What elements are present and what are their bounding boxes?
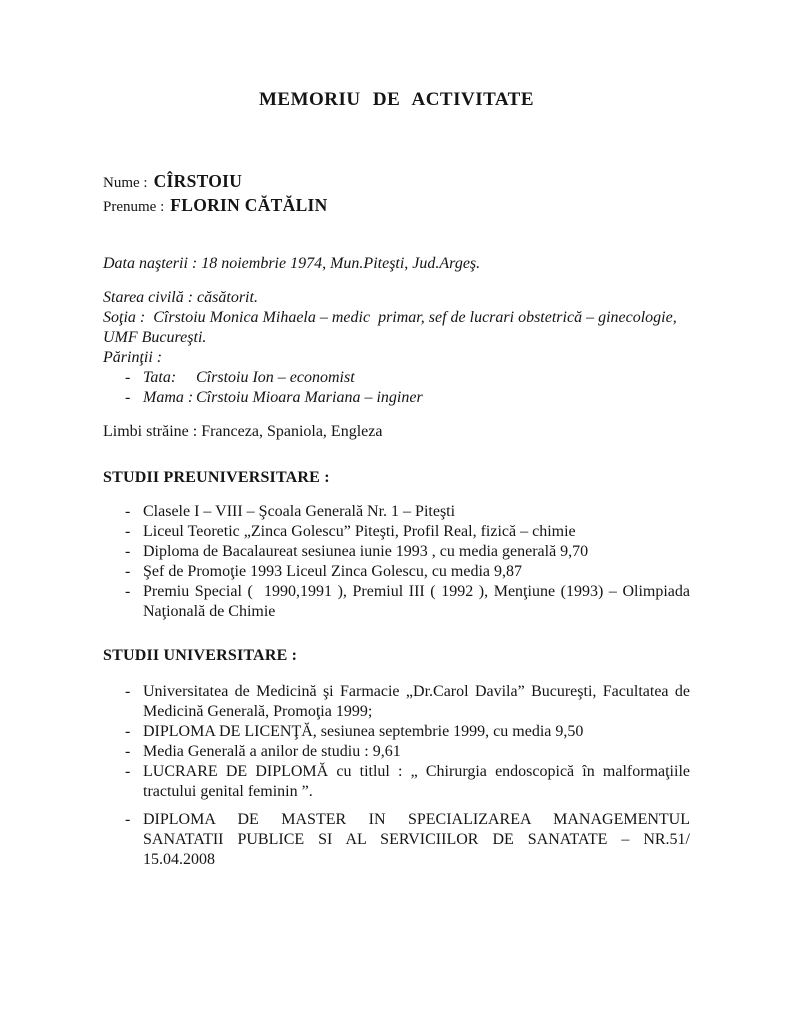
mother-value: Cîrstoiu Mioara Mariana – inginer (196, 389, 423, 406)
dash-bullet: - (125, 723, 131, 740)
birth-date-line: Data naşterii : 18 noiembrie 1974, Mun.Piteşti, Jud.Argeş. (103, 255, 481, 272)
item-line: Media Generală a anilor de studiu : 9,61 (143, 743, 401, 760)
firstname-row (103, 194, 690, 218)
dash-bullet: - (125, 743, 131, 760)
dash-bullet: - (125, 523, 131, 540)
item-line: SANATATII PUBLICE SI AL SERVICIILOR DE SANATATE – NR.51/ (143, 831, 690, 848)
list-item (103, 562, 690, 582)
name-value: CÎRSTOIU (153, 171, 243, 191)
father-value: Cîrstoiu Ion – economist (196, 369, 355, 386)
identity-block (103, 170, 690, 218)
list-item (103, 682, 690, 722)
spouse-line-1: Soţia : Cîrstoiu Monica Mihaela – medic primar, sef de lucrari obstetrică – ginecologie, (103, 309, 677, 326)
item-line: LUCRARE DE DIPLOMĂ cu titlul : „ Chirurgia endoscopică în malformaţiile (143, 763, 690, 780)
civil-status-block (103, 288, 690, 408)
parents-label: Părinţii : (103, 349, 163, 366)
item-line: Universitatea de Medicină şi Farmacie „Dr.Carol Davila” Bucureşti, Facultatea de (143, 683, 690, 700)
name-label: Nume : (103, 175, 148, 191)
universitare-list (103, 682, 690, 802)
master-diploma-item (103, 810, 690, 870)
father-label: Tata: (143, 369, 177, 386)
item-line: Diploma de Bacalaureat sesiunea iunie 1993 , cu media generală 9,70 (143, 543, 589, 560)
dash-bullet: - (125, 503, 131, 520)
list-item (103, 502, 690, 522)
list-item (103, 742, 690, 762)
dash-bullet: - (125, 583, 131, 600)
dash-bullet: - (125, 369, 131, 386)
preuniversitare-list (103, 502, 690, 622)
dash-bullet: - (125, 563, 131, 580)
spouse-line-2: UMF Bucureşti. (103, 329, 207, 346)
parent-row-father (103, 368, 690, 388)
dash-bullet: - (125, 763, 131, 780)
list-item (103, 542, 690, 562)
parent-row-mother (103, 388, 690, 408)
heading-preuniversitare: STUDII PREUNIVERSITARE : (103, 469, 330, 486)
marital-status-line: Starea civilă : căsătorit. (103, 289, 258, 306)
item-line: DIPLOMA DE MASTER IN SPECIALIZAREA MANAGEMENTUL (143, 811, 690, 828)
heading-universitare: STUDII UNIVERSITARE : (103, 647, 298, 664)
firstname-label: Prenume : (103, 199, 165, 215)
list-item (103, 582, 690, 622)
firstname-value: FLORIN CĂTĂLIN (170, 195, 328, 215)
item-line: Şef de Promoţie 1993 Liceul Zinca Golescu, cu media 9,87 (143, 563, 523, 580)
mother-label: Mama : (143, 389, 194, 406)
list-item (103, 810, 690, 870)
item-line: Liceul Teoretic „Zinca Golescu” Piteşti, Profil Real, fizică – chimie (143, 523, 576, 540)
dash-bullet: - (125, 811, 131, 828)
item-line: Clasele I – VIII – Şcoala Generală Nr. 1 – Piteşti (143, 503, 456, 520)
item-line: tractului genital feminin ”. (143, 783, 313, 800)
item-line: Medicină Generală, Promoţia 1999; (143, 703, 373, 720)
list-item (103, 762, 690, 802)
item-line: Premiu Special ( 1990,1991 ), Premiul III ( 1992 ), Menţiune (1993) – Olimpiada (143, 583, 690, 600)
item-line: DIPLOMA DE LICENŢĂ, sesiunea septembrie 1999, cu media 9,50 (143, 723, 584, 740)
dash-bullet: - (125, 683, 131, 700)
name-row (103, 170, 690, 194)
item-line: 15.04.2008 (143, 851, 215, 868)
list-item (103, 522, 690, 542)
dash-bullet: - (125, 543, 131, 560)
list-item (103, 722, 690, 742)
item-line: Naţională de Chimie (143, 603, 276, 620)
page-title: MEMORIU DE ACTIVITATE (258, 89, 535, 110)
dash-bullet: - (125, 389, 131, 406)
languages-line: Limbi străine : Franceza, Spaniola, Engleza (103, 423, 383, 440)
